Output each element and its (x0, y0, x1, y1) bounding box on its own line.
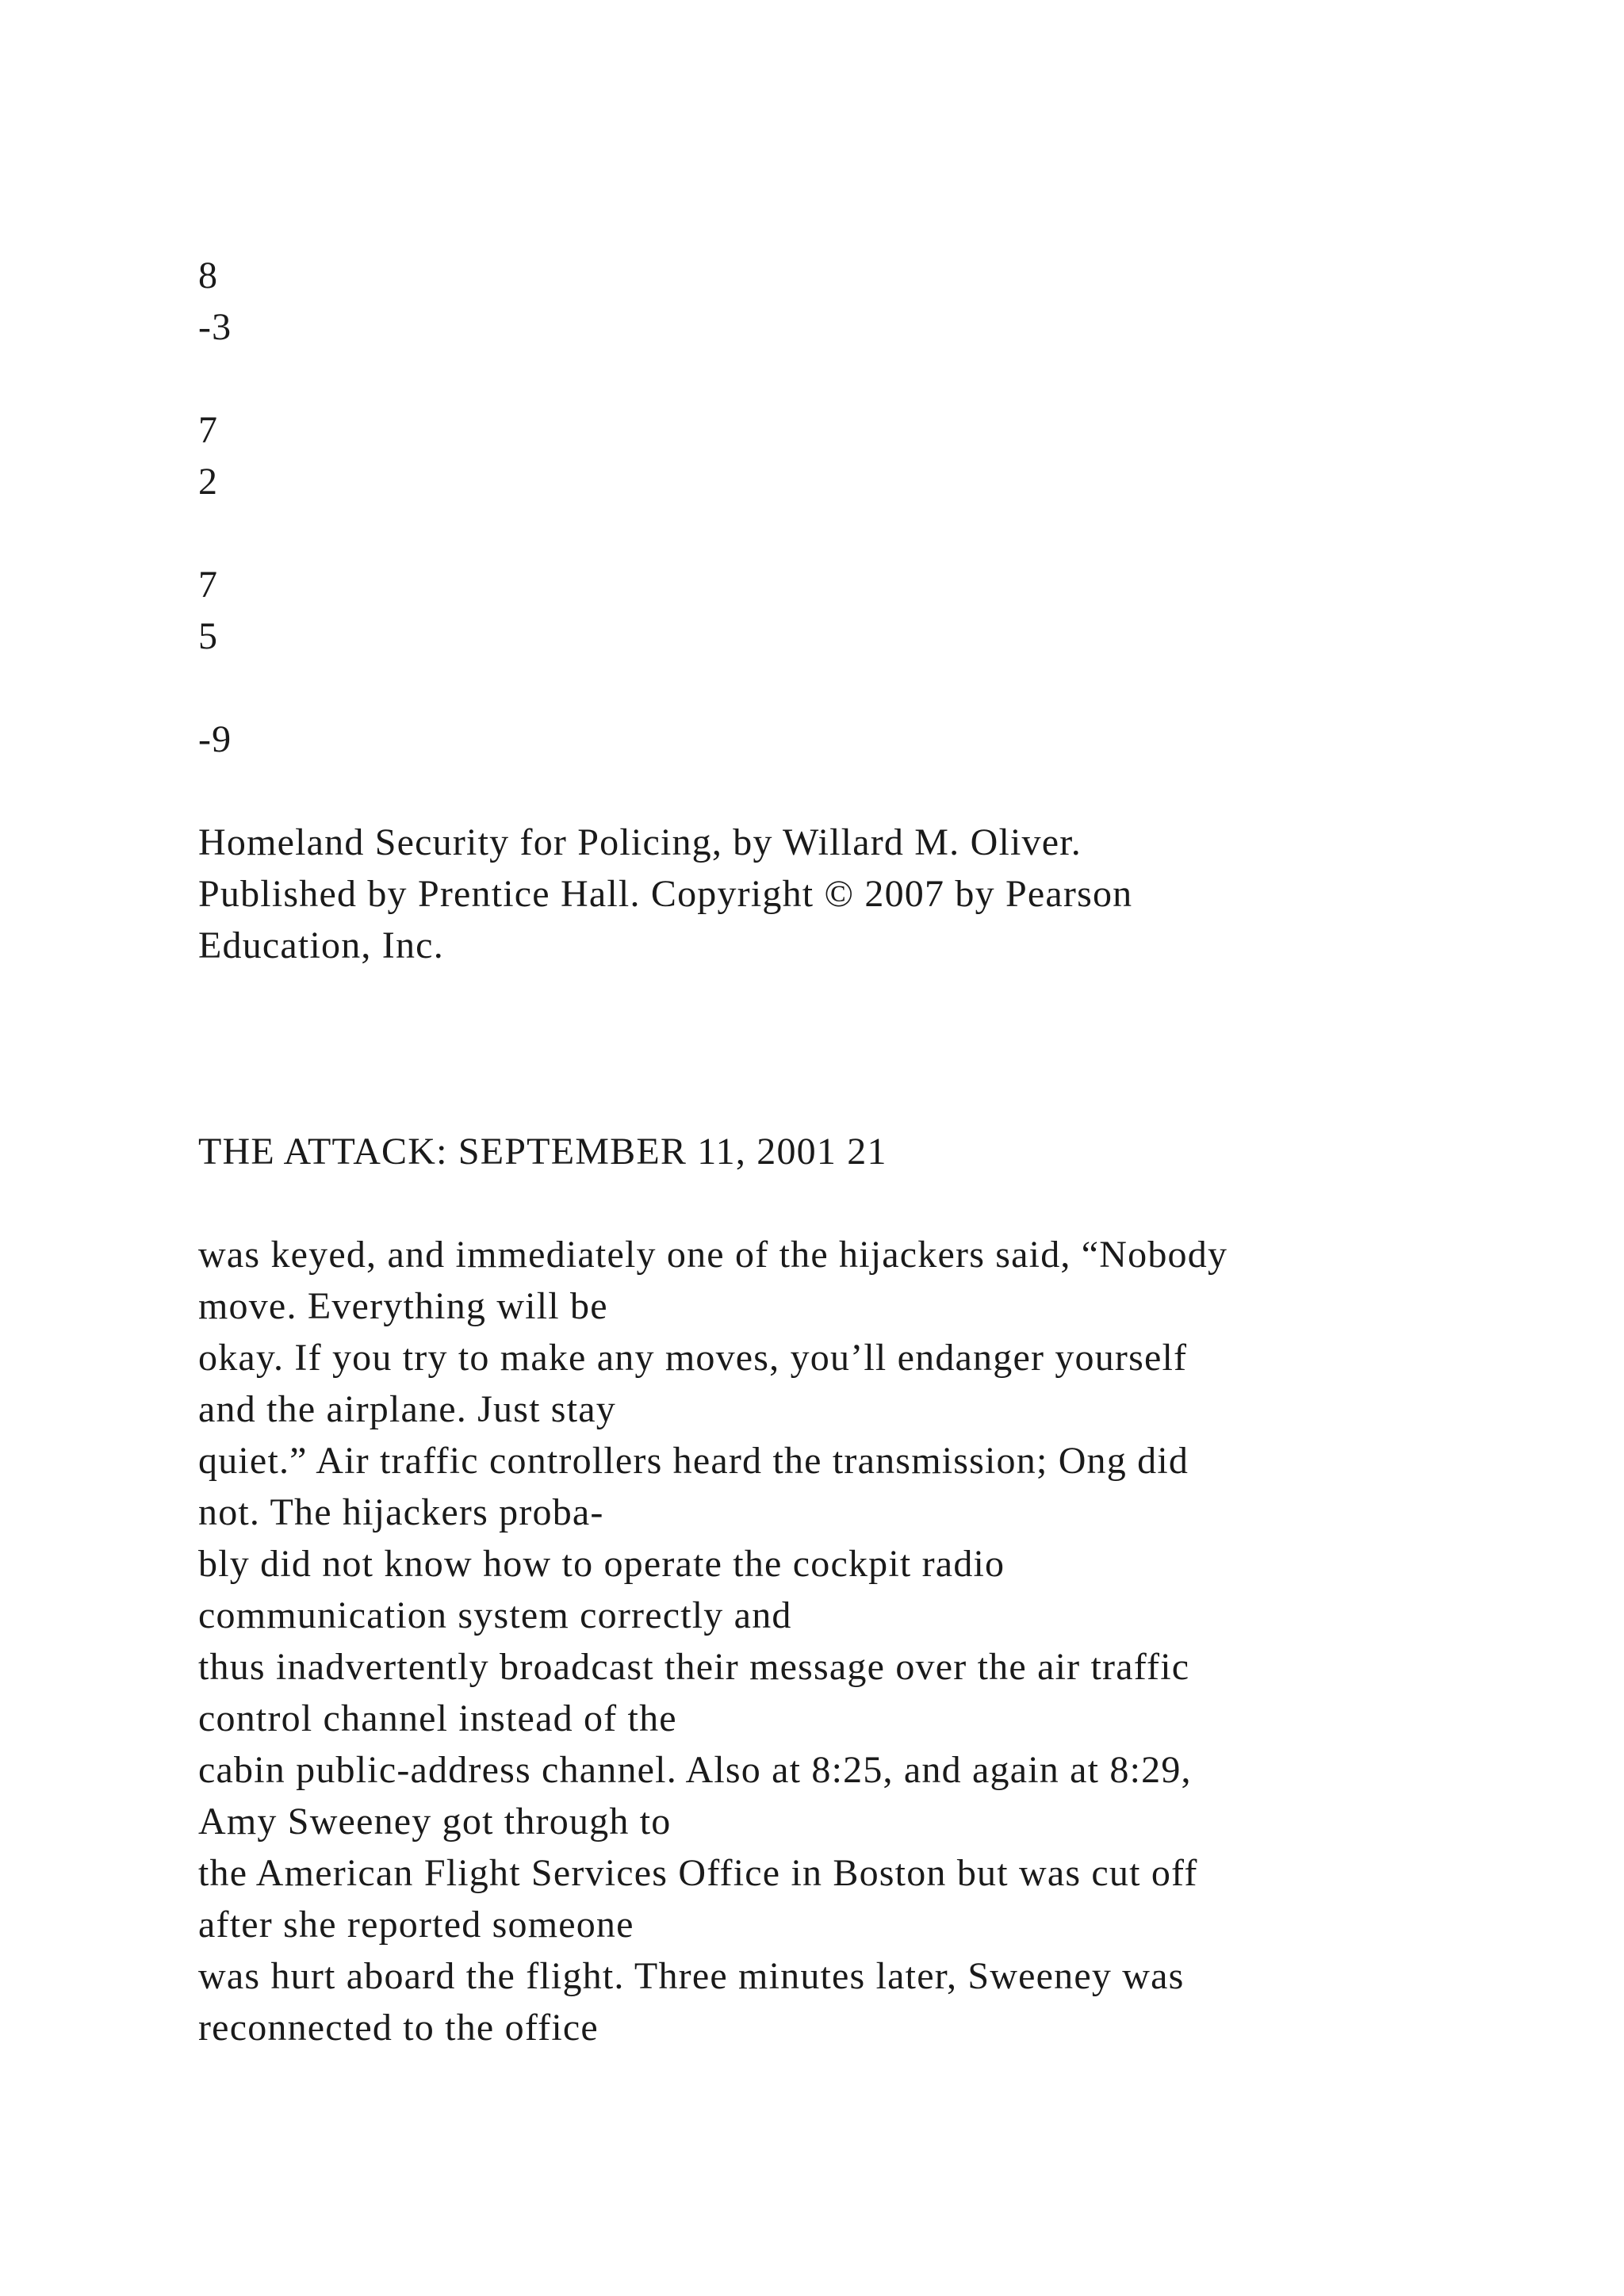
body-line-16: reconnected to the office (198, 2007, 599, 2049)
citation-line-1: Homeland Security for Policing, by Willard M. Oliver. (198, 821, 1082, 863)
body-line-2: move. Everything will be (198, 1285, 608, 1327)
body-line-9: thus inadvertently broadcast their message over the air traffic (198, 1646, 1190, 1688)
body-line-8: communication system correctly and (198, 1594, 792, 1636)
page-code-line-7: -9 (198, 718, 232, 760)
page-code-line-2: -3 (198, 306, 232, 348)
page-code-line-4: 2 (198, 461, 219, 503)
page-code-line-1: 8 (198, 254, 219, 297)
citation-line-3: Education, Inc. (198, 924, 444, 966)
body-line-10: control channel instead of the (198, 1697, 677, 1739)
page-code-line-5: 7 (198, 564, 219, 606)
body-line-6: not. The hijackers proba- (198, 1491, 604, 1533)
body-line-11: cabin public-address channel. Also at 8:25, and again at 8:29, (198, 1749, 1192, 1791)
page-code-line-6: 5 (198, 615, 219, 657)
body-line-13: the American Flight Services Office in Boston but was cut off (198, 1852, 1198, 1894)
body-line-7: bly did not know how to operate the cockpit radio (198, 1543, 1005, 1585)
citation-line-2: Published by Prentice Hall. Copyright © 2007 by Pearson (198, 873, 1133, 915)
body-line-5: quiet.” Air traffic controllers heard the transmission; Ong did (198, 1440, 1189, 1482)
body-line-4: and the airplane. Just stay (198, 1388, 616, 1430)
body-line-15: was hurt aboard the flight. Three minutes later, Sweeney was (198, 1955, 1185, 1997)
page-code-line-3: 7 (198, 409, 219, 451)
body-line-14: after she reported someone (198, 1904, 634, 1946)
body-line-12: Amy Sweeney got through to (198, 1800, 672, 1843)
running-header: THE ATTACK: SEPTEMBER 11, 2001 21 (198, 1131, 887, 1173)
body-line-1: was keyed, and immediately one of the hijackers said, “Nobody (198, 1234, 1228, 1276)
body-line-3: okay. If you try to make any moves, you’ll endanger yourself (198, 1337, 1188, 1379)
